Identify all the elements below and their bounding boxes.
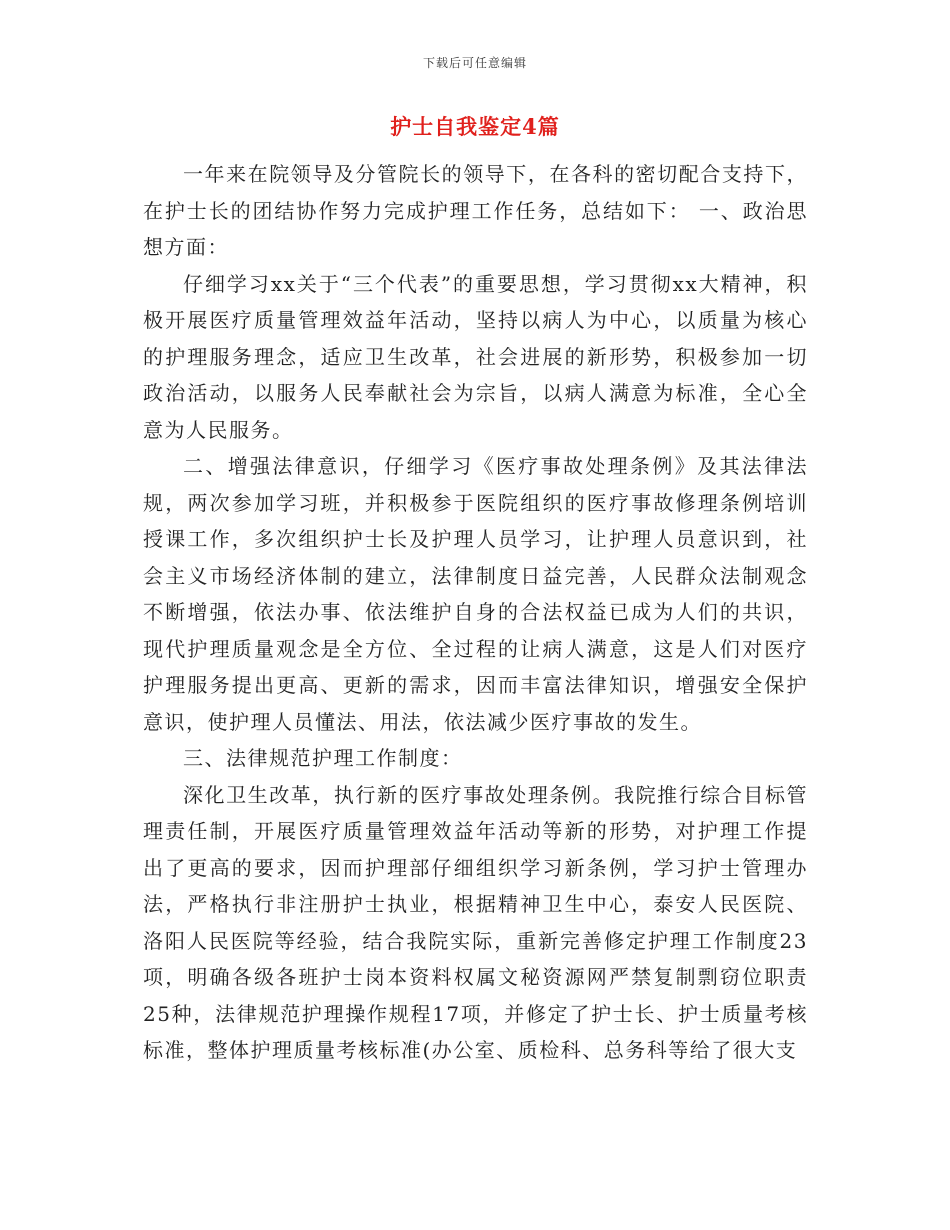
document-body (143, 156, 808, 1069)
paragraph-intro: 一年来在院领导及分管院长的领导下，在各科的密切配合支持下，在护士长的团结协作努力完成护理工作任务，总结如下： 一、政治思想方面： (143, 162, 808, 259)
paragraph-politics: 仔细学习xx关于“三个代表”的重要思想，学习贯彻xx大精神，积极开展医疗质量管理效益年活动，坚持以病人为中心，以质量为核心的护理服务理念，适应卫生改革，社会进展的新形势，积极参加一切政治活动，以服务人民奉献社会为宗旨，以病人满意为标准，全心全意为人民服务。 (143, 271, 808, 442)
paragraph-regulations: 深化卫生改革，执行新的医疗事故处理条例。我院推行综合目标管理责任制，开展医疗质量管理效益年活动等新的形势，对护理工作提出了更高的要求，因而护理部仔细组织学习新条例，学习护士管理办法，严格执行非注册护士执业，根据精神卫生中心，泰安人民医院、洛阳人民医院等经验，结合我院实际，重新完善修定护理工作制度23项，明确各级各班护士岗本资料权属文秘资源网严禁复制剽窃位职责25种，法律规范护理操作规程17项，并修定了护士长、护士质量考核标准，整体护理质量考核标准(办公室、质检科、总务科等给了很大支 (143, 782, 808, 1062)
paragraph-section-heading: 三、法律规范护理工作制度： (183, 746, 463, 770)
header-note: 下载后可任意编辑 (422, 56, 527, 70)
paragraph-legal-awareness: 二、增强法律意识，仔细学习《医疗事故处理条例》及其法律法规，两次参加学习班，并积极参于医院组织的医疗事故修理条例培训授课工作，多次组织护士长及护理人员学习，让护理人员意识到，社会主义市场经济体制的建立，法律制度日益完善，人民群众法制观念不断增强，依法办事、依法维护自身的合法权益已成为人们的共识，现代护理质量观念是全方位、全过程的让病人满意，这是人们对医疗护理服务提出更高、更新的需求，因而丰富法律知识，增强安全保护意识，使护理人员懂法、用法，依法减少医疗事故的发生。 (143, 454, 808, 734)
document-title: 护士自我鉴定4篇 (390, 114, 560, 139)
